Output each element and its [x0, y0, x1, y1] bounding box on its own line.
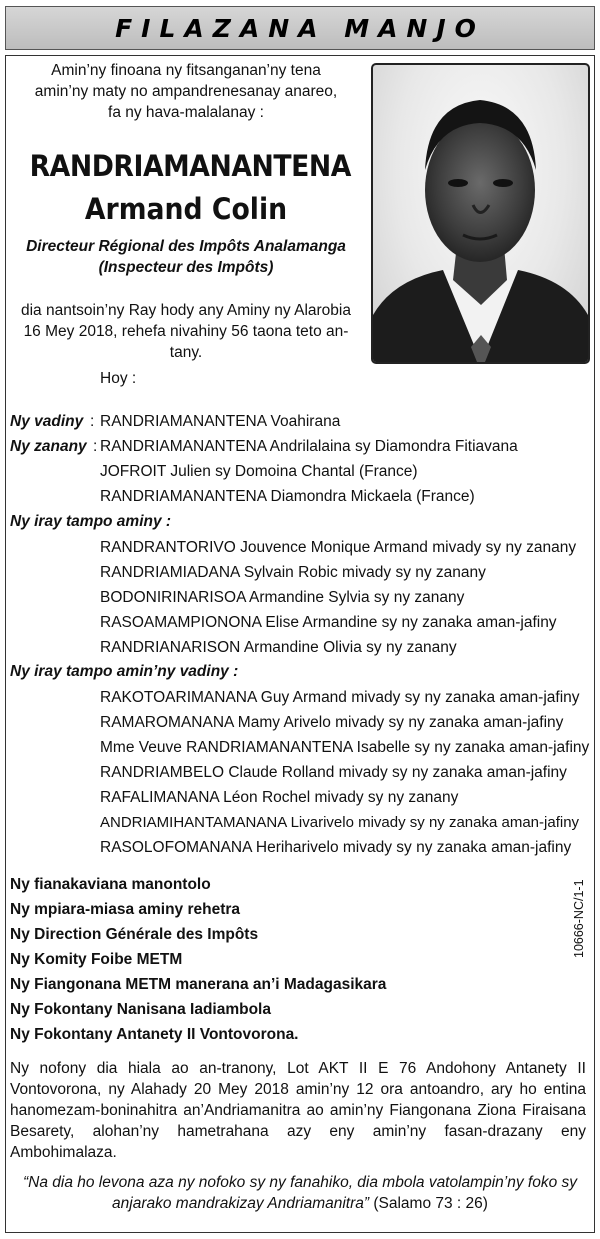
zanany-label: Ny zanany: [10, 438, 87, 455]
death-line-1: dia nantsoin’ny Ray hody any Aminy ny Alarobia: [20, 302, 351, 319]
header-banner: [5, 6, 595, 50]
tampo-item: RANDRANTORIVO Jouvence Monique Armand mivady sy ny zanany: [100, 539, 577, 556]
death-line-2: 16 Mey 2018, rehefa nivahiny 56 taona teto an-tany.: [23, 323, 349, 361]
tampo-vadiny-item: RAMAROMANANA Mamy Arivelo mivady sy ny zanaka aman-jafiny: [100, 714, 564, 731]
vadiny-colon: :: [90, 413, 95, 430]
hoy-label: Hoy :: [100, 370, 137, 387]
deceased-role-2: (Inspecteur des Impôts): [98, 259, 274, 276]
organization-item: Ny Fokontany Antanety II Vontovorona.: [10, 1026, 299, 1043]
intro-line-2: amin’ny maty no ampandrenesanay anareo,: [34, 83, 338, 100]
zanany-item: JOFROIT Julien sy Domoina Chantal (France): [100, 463, 418, 480]
tampo-item: RANDRIAMIADANA Sylvain Robic mivady sy ny zanany: [100, 564, 486, 581]
tampo-vadiny-item: RANDRIAMBELO Claude Rolland mivady sy ny zanaka aman-jafiny: [100, 764, 567, 781]
organization-item: Ny Fokontany Nanisana Iadiambola: [10, 1001, 271, 1018]
deceased-role-1: Directeur Régional des Impôts Analamanga: [26, 238, 346, 255]
tampo-vadiny-item: RAKOTOARIMANANA Guy Armand mivady sy ny zanaka aman-jafiny: [100, 689, 580, 706]
tampo-vadiny-label: Ny iray tampo amin’ny vadiny :: [10, 663, 239, 680]
organization-item: Ny mpiara-miasa aminy rehetra: [10, 901, 241, 918]
header-title: FILAZANA MANJO: [115, 14, 485, 43]
tampo-vadiny-item: ANDRIAMIHANTAMANANA Livarivelo mivady sy ny zanaka aman-jafiny: [100, 814, 580, 831]
zanany-item: RANDRIAMANANTENA Andrilalaina sy Diamondra Fitiavana: [100, 438, 518, 455]
tampo-item: BODONIRINARISOA Armandine Sylvia sy ny zanany: [100, 589, 465, 606]
organization-item: Ny Komity Foibe METM: [10, 951, 183, 968]
portrait-photo: [371, 63, 590, 364]
zanany-colon: :: [93, 438, 98, 455]
funeral-details: Ny nofony dia hiala ao an-tranony, Lot AKT II E 76 Andohony Antanety II Vontovorona, ny Alahady 20 Mey 2018 amin’ny 12 ora antoandro, ary ho entina hanomezam-boninahitra an’Andriamanitra ao amin’ny Fiangonana Ziona Firaisana Besarety, alohan’ny hametrahana azy eny amin’ny fasan-drazany eny Ambohimalaza.: [10, 1060, 586, 1161]
deceased-given-names: Armand Colin: [84, 192, 288, 226]
quote-text: “Na dia ho levona aza ny nofoko sy ny fanahiko, dia mbola vatolampin’ny foko sy anjarako mandrakizay Andriamanitra”: [22, 1174, 577, 1212]
tampo-vadiny-item: Mme Veuve RANDRIAMANANTENA Isabelle sy ny zanaka aman-jafiny: [100, 739, 590, 756]
organization-item: Ny fianakaviana manontolo: [10, 876, 211, 893]
quote-source: (Salamo 73 : 26): [373, 1195, 488, 1212]
reference-code: 10666-NC/1-1: [572, 879, 586, 958]
bible-quote: [14, 1172, 586, 1214]
vadiny-name: RANDRIAMANANTENA Voahirana: [100, 413, 341, 430]
tampo-vadiny-item: RAFALIMANANA Léon Rochel mivady sy ny zanany: [100, 789, 459, 806]
portrait-photo-icon: [373, 65, 588, 362]
tampo-item: RASOAMAMPIONONA Elise Armandine sy ny zanaka aman-jafiny: [100, 614, 557, 631]
organization-item: Ny Direction Générale des Impôts: [10, 926, 259, 943]
death-announcement: [8, 300, 364, 363]
tampo-vadiny-item: RASOLOFOMANANA Heriharivelo mivady sy ny zanaka aman-jafiny: [100, 839, 572, 856]
vadiny-label: Ny vadiny: [10, 413, 84, 430]
intro-line-3: fa ny hava-malalanay :: [108, 104, 264, 121]
organization-item: Ny Fiangonana METM manerana an’i Madagasikara: [10, 976, 387, 993]
deceased-surname: RANDRIAMANANTENA: [29, 149, 351, 183]
tampo-item: RANDRIANARISON Armandine Olivia sy ny zanany: [100, 639, 457, 656]
zanany-item: RANDRIAMANANTENA Diamondra Mickaela (France): [100, 488, 475, 505]
intro-line-1: Amin’ny finoana ny fitsanganan’ny tena: [51, 62, 321, 79]
tampo-label: Ny iray tampo aminy :: [10, 513, 172, 530]
